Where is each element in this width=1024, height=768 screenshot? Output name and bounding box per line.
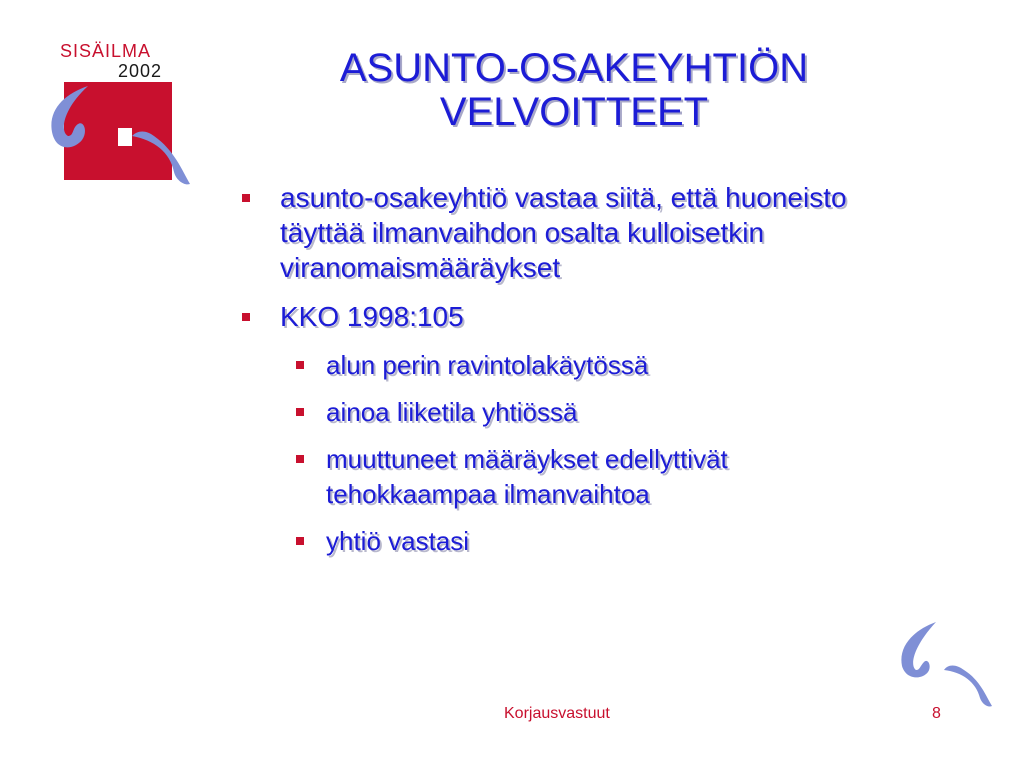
square-bullet-icon	[296, 408, 304, 416]
bullet-text: asunto-osakeyhtiö vastaa siitä, että huoneisto täyttää ilmanvaihdon osalta kulloisetkin viranomaismääräykset	[280, 182, 847, 283]
title-line-2: VELVOITTEET	[439, 90, 709, 134]
sub-bullet-text: ainoa liiketila yhtiössä	[326, 397, 578, 427]
bullet-text: KKO 1998:105	[280, 301, 464, 332]
bullet-list	[240, 180, 880, 571]
page-number: 8	[932, 705, 941, 722]
square-bullet-icon	[242, 313, 250, 321]
title-line-1: ASUNTO-OSAKEYHTIÖN	[339, 46, 809, 90]
footer-title: Korjausvastuut	[504, 705, 610, 722]
logo-text-sisa: SISÄ	[60, 41, 106, 61]
logo-year: 2002	[118, 61, 163, 81]
sub-bullet-text: yhtiö vastasi	[326, 526, 470, 556]
logo-wave-icon	[44, 40, 204, 190]
sub-bullet-text: alun perin ravintolakäytössä	[326, 350, 649, 380]
corner-wave-icon	[892, 618, 994, 710]
sub-bullet-text: muuttuneet määräykset edellyttivät tehokkaampaa ilmanvaihtoa	[326, 444, 728, 509]
sub-bullet-item	[240, 442, 880, 512]
sub-bullet-item	[240, 348, 880, 383]
slide-title	[236, 46, 912, 134]
logo-text-ilma: ILMA	[105, 41, 152, 61]
square-bullet-icon	[242, 194, 250, 202]
bullet-item	[240, 180, 880, 285]
sub-bullet-item	[240, 524, 880, 559]
square-bullet-icon	[296, 537, 304, 545]
square-bullet-icon	[296, 361, 304, 369]
sub-bullet-item	[240, 395, 880, 430]
bullet-item	[240, 299, 880, 334]
square-bullet-icon	[296, 455, 304, 463]
